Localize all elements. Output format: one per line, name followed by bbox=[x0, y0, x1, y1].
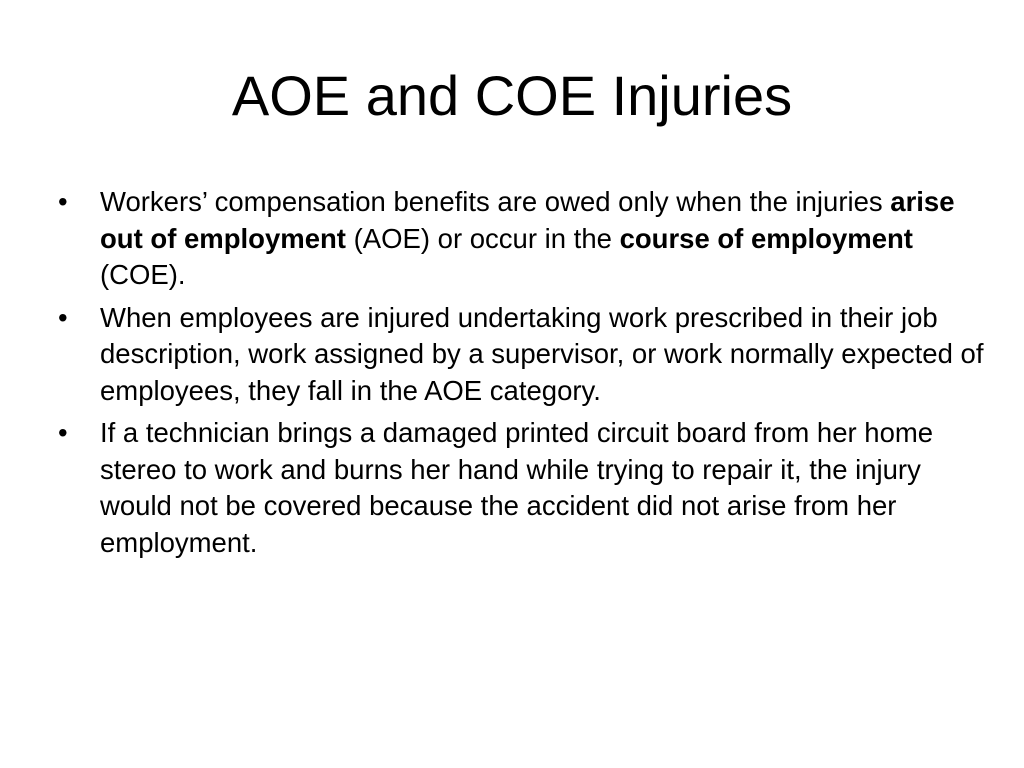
bullet-marker: • bbox=[58, 301, 68, 333]
bullet-bold-term: course of employment bbox=[619, 222, 913, 254]
bullet-text-segment: (AOE) or occur in the bbox=[345, 222, 620, 254]
bullet-text-segment: (COE). bbox=[100, 259, 186, 290]
bullet-marker: • bbox=[58, 417, 68, 448]
bullet-marker: • bbox=[58, 186, 68, 217]
slide-title: AOE and COE Injuries bbox=[231, 64, 793, 127]
bullet-text-segment: If a technician brings a damaged printed circuit board from her home stereo to work and burns her hand while trying to repair it, the injury would not be covered because the accident did not arise from her employment. bbox=[100, 417, 934, 558]
bullet-list bbox=[58, 184, 988, 567]
bullet-item bbox=[58, 184, 988, 294]
bullet-text-segment: Workers’ compensation benefits are owed only when the injuries bbox=[100, 186, 891, 217]
bullet-bold-term: arise out of employment bbox=[100, 186, 955, 254]
bullet-item bbox=[58, 415, 988, 561]
bullet-text-segment: When employees are injured undertaking work prescribed in their job description, work assigned by a supervisor, or work normally expected of employees, they fall in the AOE category. bbox=[100, 301, 984, 406]
bullet-item bbox=[58, 300, 988, 410]
